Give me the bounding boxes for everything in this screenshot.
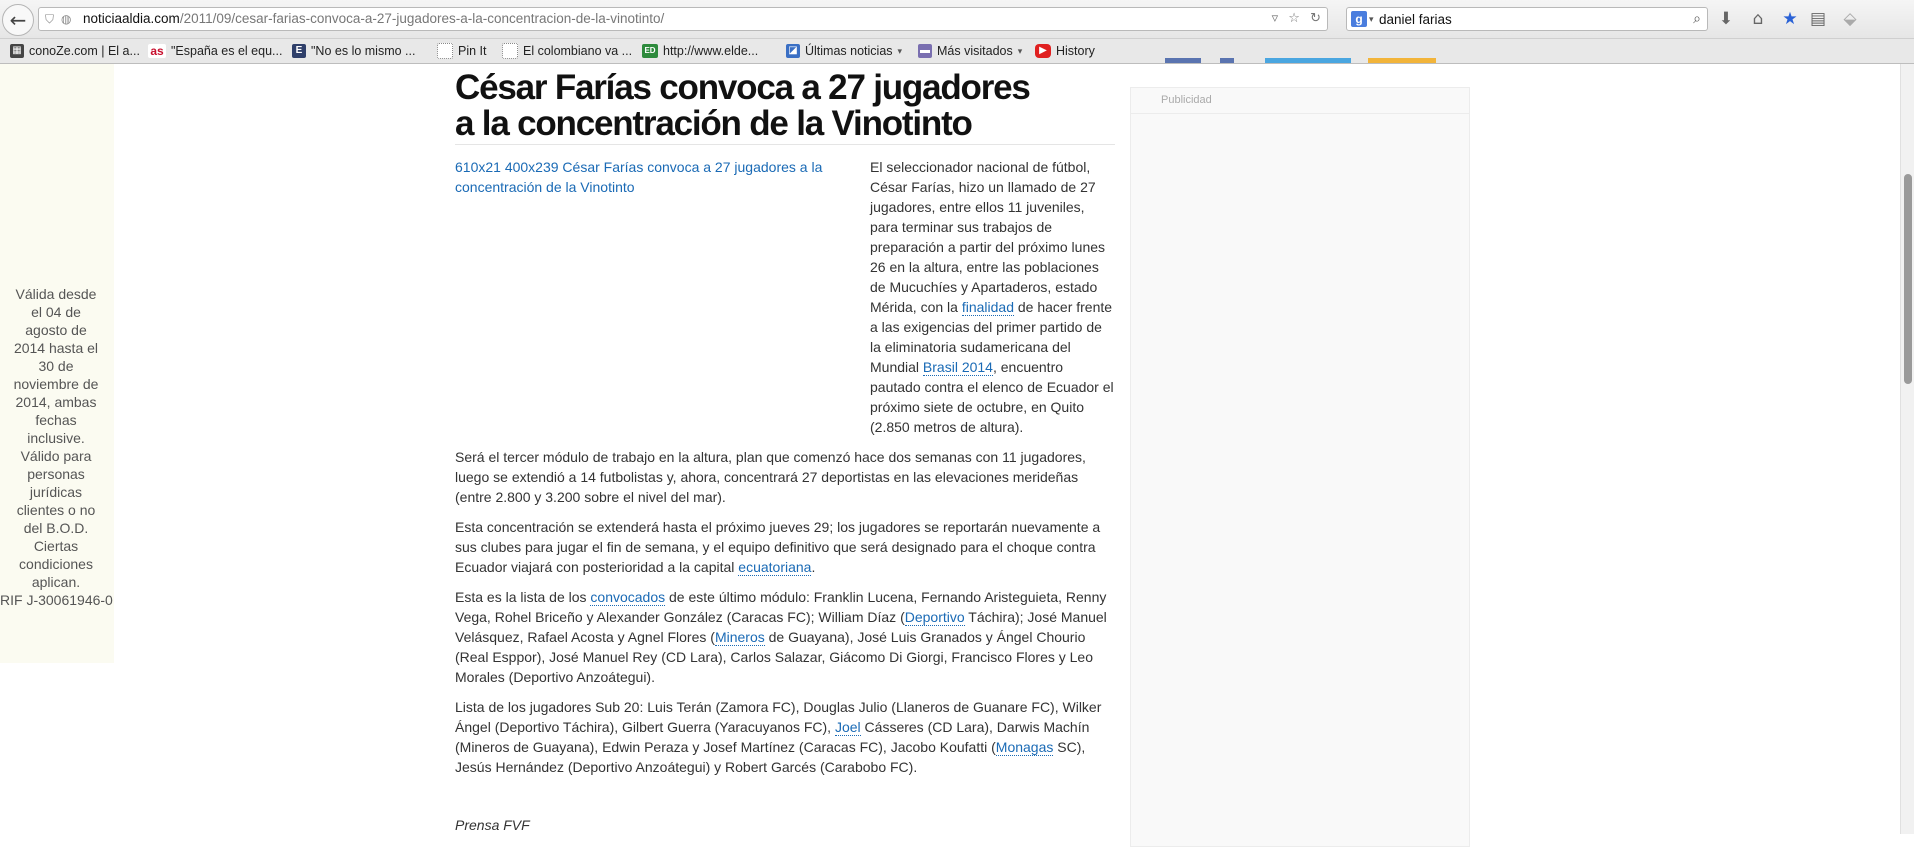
url-path: /2011/09/cesar-farias-convoca-a-27-jugadores-a-la-concentracion-de-la-vinotinto/ [179,11,665,26]
link-ecuatoriana[interactable]: ecuatoriana [738,559,812,575]
globe-icon: ◍ [61,12,72,26]
url-controls [1272,8,1321,30]
reload-icon[interactable]: ↻ [1310,11,1321,26]
pocket-icon[interactable]: ⬙ [1843,9,1857,29]
bookmark-item[interactable] [1035,39,1095,63]
bookmark-item[interactable] [437,39,487,63]
reading-list-icon[interactable]: ▤ [1809,9,1827,29]
share-button-strip[interactable] [1220,58,1234,63]
paragraph-5 [455,697,1115,777]
dotted-page-icon [437,43,453,59]
text: de este último módulo: Franklin Lucena, Fernando Aristeguieta, Renny Vega, Rohel Briceño y Alexander González (Caracas FC); William Díaz ( [455,589,1107,625]
chevron-down-icon: ▾ [897,46,903,56]
image-caption-link[interactable]: 610x21 400x239 César Farías convoca a 27 jugadores a la concentración de la Vinotinto [455,159,823,195]
bookmark-label: Últimas noticias [805,44,893,58]
search-box[interactable] [1346,7,1708,31]
bookmark-label: History [1056,44,1095,58]
share-button-strip[interactable] [1265,58,1351,63]
text: , encuentro pautado contra el elenco de Ecuador el próximo siete de octubre, en Quito (2.850 metros de altura). [870,359,1114,435]
share-button-strip[interactable] [1165,58,1201,63]
link-mineros[interactable]: Mineros [714,629,765,645]
sidebar-advertisement[interactable] [1130,87,1470,847]
google-search-engine-icon[interactable]: g [1351,11,1367,27]
left-ad-disclaimer [0,285,112,609]
sidebar-ad-divider [1131,113,1469,114]
link-finalidad[interactable]: finalidad [961,299,1014,315]
bookmark-item[interactable] [502,39,632,63]
back-button[interactable] [2,4,34,36]
bookmark-folder-ultimas-noticias[interactable] [786,39,902,63]
download-icon[interactable]: ⬇ [1718,9,1734,29]
article-byline: Prensa FVF [455,817,530,833]
paragraph-3 [455,517,1115,577]
bookmark-label: Más visitados [937,44,1013,58]
text: El seleccionador nacional de fútbol, César Farías, hizo un llamado de 27 jugadores, entre ellos 11 juveniles, para terminar sus trabajos de preparación a partir del próximo lunes 26 en la altura, entre las poblaciones de Mucuchíes y Apartaderos, estado Mérida, con la [870,159,1106,315]
bookmark-folder-mas-visitados[interactable] [918,39,1022,63]
text: SC), Jesús Hernández (Deportivo Anzoátegui) y Robert Garcés (Carabobo FC). [455,739,1086,775]
text: . [811,559,816,575]
text: de Guayana), José Luis Granados y Ángel Chourio (Real Esppor), José Manuel Rey (CD Lara), Carlos Salazar, Giácomo Di Giorgi, Francisco Flores y Leo Morales (Deportivo Anzoátegui). [455,629,1094,685]
as-logo-icon: as [148,44,166,58]
link-convocados[interactable]: convocados [590,589,666,605]
bookmark-item[interactable] [292,39,415,63]
bookmark-item[interactable] [148,39,282,63]
text: Lista de los jugadores Sub 20: Luis Terán (Zamora FC), Douglas Julio (Llaneros de Guanare FC), Wilker Ángel (Deportivo Táchira), Gilbert Guerra (Yaracuyanos FC), [455,699,1102,735]
search-input[interactable] [1379,9,1669,29]
bookmark-item[interactable] [10,39,140,63]
url-host: noticiaaldia.com [83,11,180,26]
left-advertisement[interactable] [0,64,114,663]
dotted-page-icon [502,43,518,59]
link-joel[interactable]: Joel [834,719,861,735]
sidebar-ad-label: Publicidad [1161,94,1212,106]
search-magnifier-icon[interactable]: ⌕ [1693,11,1701,27]
text: Esta es la lista de los [455,589,591,605]
bookmark-item[interactable] [642,39,758,63]
scrollbar-thumb[interactable] [1904,174,1912,384]
youtube-icon: ▶ [1035,44,1051,58]
browser-toolbar [0,0,1914,39]
bookmark-star-empty-icon[interactable]: ☆ [1288,11,1300,26]
page-scrollbar[interactable] [1900,64,1914,834]
text: de hacer frente a las exigencias del primer partido de la eliminatoria sudamericana del Mundial [870,299,1113,375]
link-brasil-2014[interactable]: Brasil 2014 [922,359,993,375]
folder-icon: ▬ [920,45,930,56]
bookmark-label: El colombiano va ... [523,44,633,58]
bookmark-label: Pin It [458,44,487,58]
share-button-strip[interactable] [1368,58,1436,63]
bookmark-label: conoZe.com | El a... [29,44,140,58]
title-divider [455,144,1115,145]
text: Esta concentración se extenderá hasta el próximo jueves 29; los jugadores se reportarán nuevamente a sus clubes para jugar el fin de semana, y el equipo definitivo que será designado para el choque contra Ecuador viajará con posterioridad a la capital [455,519,1101,575]
left-ad-legal-text: Válida desde el 04 de agosto de 2014 hasta el 30 de noviembre de 2014, ambas fechas inclusive. Válido para personas jurídicas clientes o no del B.O.D. Ciertas condiciones aplican. [13,286,99,590]
bookmark-star-icon[interactable]: ★ [1782,9,1798,29]
paragraph-4 [455,587,1115,687]
identity-shield-icon[interactable]: ⛉ [45,12,55,26]
rss-folder-icon: ◪ [786,44,800,58]
link-deportivo[interactable]: Deportivo [904,609,965,625]
url-text[interactable] [83,8,664,30]
url-bar[interactable] [38,7,1328,31]
search-engine-dropdown-icon[interactable]: ▾ [1369,14,1374,24]
back-arrow-icon: ← [9,8,27,32]
text: Cásseres (CD Lara), Darwis Machín (Mineros de Guayana), Edwin Peraza y Josef Martínez (Caracas FC), Jacobo Koufatti ( [455,719,1090,755]
home-icon[interactable]: ⌂ [1752,9,1764,29]
article-title: César Farías convoca a 27 jugadores a la concentración de la Vinotinto [455,68,1030,143]
left-ad-rif: RIF J-30061946-0 [0,592,113,608]
ed-logo-icon: ED [642,44,658,58]
bookmark-label: http://www.elde... [663,44,759,58]
bookmark-label: "España es el equ... [171,44,283,58]
link-monagas[interactable]: Monagas [995,739,1054,755]
bookmarks-bar [0,39,1914,64]
bookmark-page-icon: ▦ [10,44,24,58]
article-body [455,157,1115,845]
paragraph-2: Será el tercer módulo de trabajo en la altura, plan que comenzó hace dos semanas con 11 jugadores, luego se extendió a 14 futbolistas y, ahora, concentrará 27 deportistas en las elevaciones merideñas (entre 2.800 y 3.200 sobre el nivel del mar). [455,449,1086,505]
e-logo-icon: E [292,44,306,58]
text: Táchira); José Manuel Velásquez, Rafael Acosta y Agnel Flores ( [455,609,1107,645]
article-image[interactable] [455,157,870,419]
chevron-down-icon: ▾ [1017,46,1023,56]
url-dropdown-icon[interactable]: ▿ [1271,11,1279,26]
bookmark-label: "No es lo mismo ... [311,44,416,58]
